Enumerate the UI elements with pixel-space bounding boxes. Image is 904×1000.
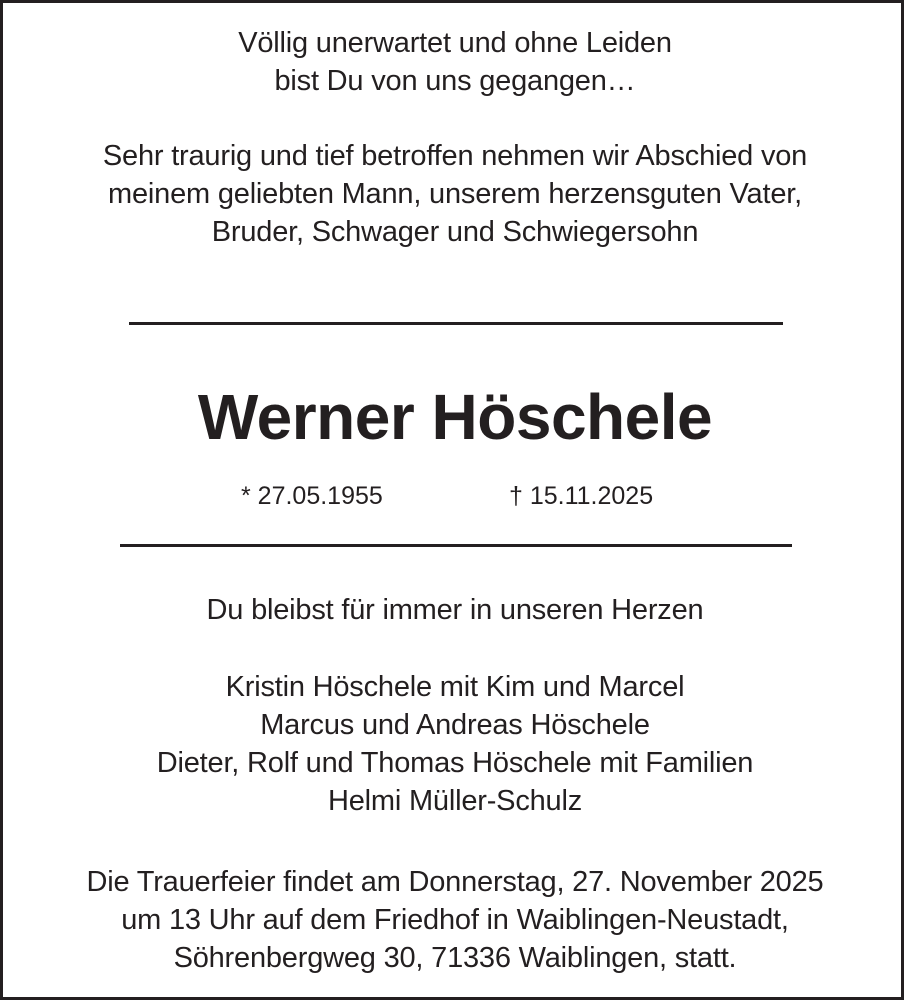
funeral-line-1: Die Trauerfeier findet am Donnerstag, 27. November 2025 (86, 866, 824, 898)
death-date: † 15.11.2025 (509, 482, 654, 510)
farewell-line-2: meinem geliebten Mann, unserem herzensguten Vater, (108, 178, 802, 210)
mourner-line-3: Dieter, Rolf und Thomas Höschele mit Familien (156, 747, 754, 779)
mourner-line-2: Marcus und Andreas Höschele (260, 709, 650, 741)
mourner-line-1: Kristin Höschele mit Kim und Marcel (225, 671, 685, 703)
mourner-line-4: Helmi Müller-Schulz (327, 785, 583, 817)
deceased-name: Werner Höschele (197, 381, 713, 453)
separator-top (129, 322, 783, 325)
funeral-line-3: Söhrenbergweg 30, 71336 Waiblingen, statt. (173, 942, 737, 974)
farewell-line-3: Bruder, Schwager und Schwiegersohn (211, 216, 699, 248)
separator-bottom (120, 544, 792, 547)
intro-line-1: Völlig unerwartet und ohne Leiden (238, 27, 672, 59)
life-dates (3, 478, 904, 514)
funeral-line-2: um 13 Uhr auf dem Friedhof in Waiblingen-Neustadt, (121, 904, 789, 936)
intro-line-2: bist Du von uns gegangen… (274, 65, 636, 97)
birth-date: * 27.05.1955 (241, 482, 383, 510)
farewell-line-1: Sehr traurig und tief betroffen nehmen wir Abschied von (102, 140, 808, 172)
motto: Du bleibst für immer in unseren Herzen (206, 594, 704, 626)
